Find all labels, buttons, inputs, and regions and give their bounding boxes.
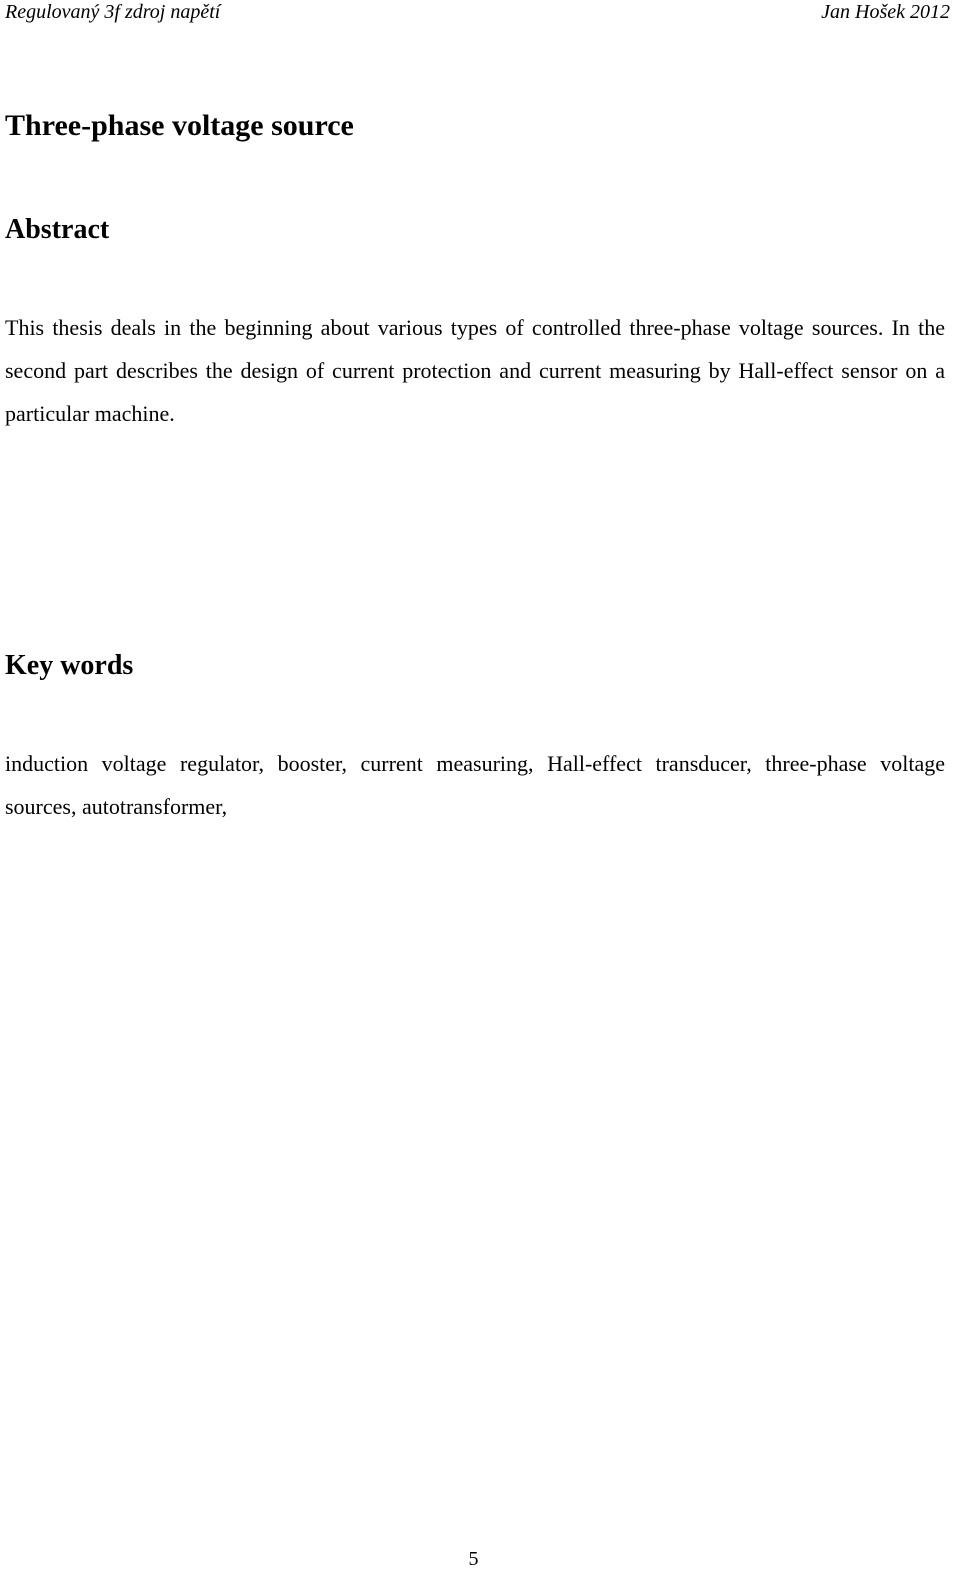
keywords-heading: Key words (5, 650, 134, 681)
abstract-heading: Abstract (5, 214, 110, 245)
abstract-text: This thesis deals in the beginning about various types of controlled three-phase voltage sources. In the second part describes the design of current protection and current measuring by Hall-effect sensor on a particular machine. (5, 315, 945, 426)
header-thesis-title: Regulovaný 3f zdroj napětí (5, 1, 221, 23)
keywords-text: induction voltage regulator, booster, current measuring, Hall-effect transducer, three-phase voltage sources, autotransformer, (5, 751, 945, 819)
running-header (5, 0, 950, 24)
page-title: Three-phase voltage source (5, 109, 354, 142)
page-number: 5 (468, 1548, 479, 1570)
header-author-year: Jan Hošek 2012 (821, 1, 950, 23)
